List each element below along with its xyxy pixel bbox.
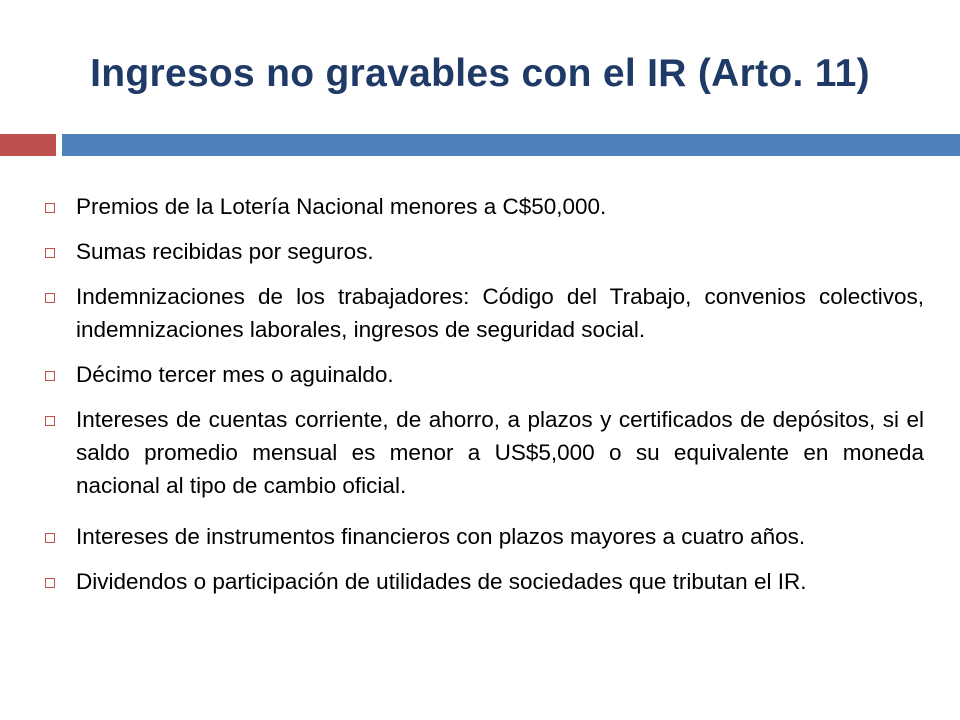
bullet-list [42,190,924,610]
bullet-item [42,280,924,346]
square-outline-icon [45,533,55,543]
bullet-text: Dividendos o participación de utilidades de sociedades que tributan el IR. [76,569,807,594]
square-outline-icon [45,416,55,426]
bullet-item [42,565,924,598]
square-outline-icon [45,371,55,381]
square-outline-icon [45,203,55,213]
square-outline-icon [45,578,55,588]
bullet-text: Premios de la Lotería Nacional menores a C$50,000. [76,194,607,219]
bullet-text: Sumas recibidas por seguros. [76,239,374,264]
bullet-item [42,190,924,223]
accent-bar-right [62,134,960,156]
bullet-text: Intereses de cuentas corriente, de ahorro, a plazos y certificados de depósitos, si el saldo promedio mensual es menor a US$5,000 o su equivalente en moneda nacional al tipo de cambio oficial. [76,407,924,498]
square-outline-icon [45,293,55,303]
bullet-item [42,358,924,391]
bullet-text: Décimo tercer mes o aguinaldo. [76,362,394,387]
bullet-item [42,235,924,268]
accent-bar-left [0,134,56,156]
slide-title: Ingresos no gravables con el IR (Arto. 11) [90,52,870,95]
bullet-item [42,403,924,502]
bullet-text: Indemnizaciones de los trabajadores: Código del Trabajo, convenios colectivos, indemnizaciones laborales, ingresos de seguridad social. [76,284,924,342]
square-outline-icon [45,248,55,258]
bullet-text: Intereses de instrumentos financieros con plazos mayores a cuatro años. [76,524,806,549]
bullet-item [42,520,924,553]
